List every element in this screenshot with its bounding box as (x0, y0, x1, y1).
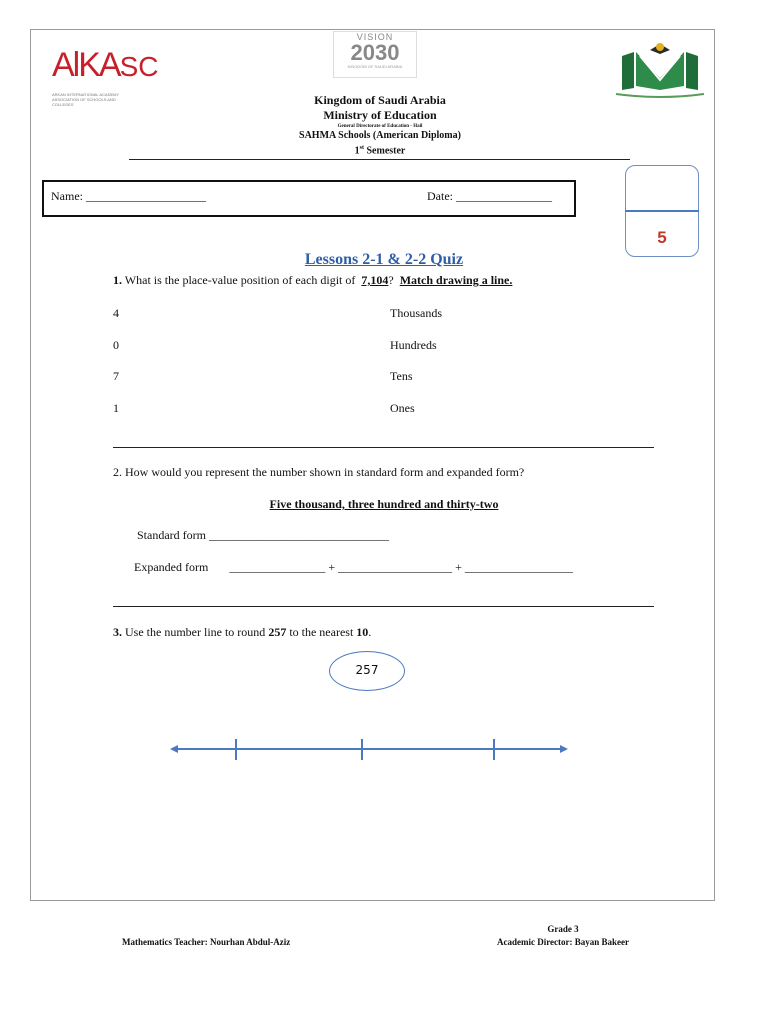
header-school: SAHMA Schools (American Diploma) (299, 130, 461, 141)
q1-place[interactable]: Tens (390, 369, 413, 383)
header-directorate: General Directorate of Education - Hail (337, 124, 423, 129)
q1-digit[interactable]: 1 (113, 401, 119, 415)
q3-value: 257 (268, 625, 287, 639)
school-logo (52, 46, 159, 118)
number-bubble: 257 (329, 651, 405, 691)
q1-number: 1. (113, 273, 122, 287)
vision-top-text: VISION (356, 32, 394, 42)
semester-suffix: st (359, 145, 364, 151)
header-country: Kingdom of Saudi Arabia (314, 93, 446, 107)
name-field[interactable]: Name: ____________________ (51, 189, 206, 203)
q1-instruction: Match drawing a line. (399, 273, 513, 287)
header-ministry: Ministry of Education (323, 108, 437, 122)
q3-target: 10 (356, 625, 369, 639)
q3-text-b: to the nearest (289, 625, 354, 639)
question-1 (113, 273, 512, 288)
left-arrow-icon (170, 745, 178, 753)
q1-place[interactable]: Thousands (390, 306, 442, 320)
logo-tagline-2: ASSOCIATION OF SCHOOLS AND COLLEGES (52, 97, 116, 107)
question-3 (113, 625, 371, 640)
footer-director: Academic Director: Bayan Bakeer (496, 937, 630, 947)
standard-form-label: Standard form (137, 528, 206, 542)
score-total: 5 (657, 228, 667, 247)
score-box (625, 165, 699, 257)
q1-qmark: ? (388, 273, 394, 287)
standard-form-row (137, 528, 389, 543)
q1-value: 7,104 (361, 273, 389, 287)
student-info-box (42, 180, 576, 217)
vision-bottom-text: KINGDOM OF SAUDI ARABIA (347, 64, 403, 69)
header-divider (129, 159, 630, 160)
number-line[interactable] (168, 734, 570, 764)
q1-place[interactable]: Ones (390, 401, 415, 415)
section-divider (113, 447, 654, 448)
q1-digit[interactable]: 4 (113, 306, 119, 320)
footer-teacher: Mathematics Teacher: Nourhan Abdul-Aziz (122, 937, 291, 947)
logo-mark-main: AlKA (52, 46, 120, 84)
right-arrow-icon (560, 745, 568, 753)
ministry-logo (614, 38, 706, 100)
standard-form-blank[interactable]: ______________________________ (208, 528, 389, 542)
footer-right (470, 923, 656, 949)
q2-number-words: Five thousand, three hundred and thirty-two (269, 497, 499, 511)
q3-end: . (368, 625, 372, 639)
vision-year-text: 2030 (350, 40, 400, 65)
q1-digit[interactable]: 0 (113, 338, 119, 352)
score-divider (625, 210, 699, 212)
logo-tagline-1: ARKAN INTERNATIONAL ACADEMY (52, 92, 120, 97)
semester-word: Semester (366, 145, 406, 157)
header-semester (230, 142, 530, 157)
footer-grade: Grade 3 (547, 924, 579, 934)
school-header (230, 93, 530, 157)
date-field[interactable]: Date: ________________ (427, 189, 552, 203)
quiz-title: Lessons 2-1 & 2-2 Quiz (304, 251, 464, 268)
expanded-form-row (134, 560, 573, 575)
q1-digit[interactable]: 7 (113, 369, 119, 383)
expanded-form-blanks[interactable]: ________________ + ___________________ + __________________ (229, 560, 573, 574)
q3-number: 3. (113, 625, 122, 639)
q1-text: What is the place-value position of each digit of (124, 273, 356, 287)
vision-2030-logo (333, 31, 417, 78)
section-divider (113, 606, 654, 607)
question-2: 2. How would you represent the number shown in standard form and expanded form? (113, 465, 525, 479)
semester-number: 1 (354, 145, 360, 157)
expanded-form-label: Expanded form (134, 560, 209, 574)
q3-text-a: Use the number line to round (125, 625, 266, 639)
q1-place[interactable]: Hundreds (390, 338, 437, 352)
logo-mark-sc: SC (119, 51, 159, 82)
